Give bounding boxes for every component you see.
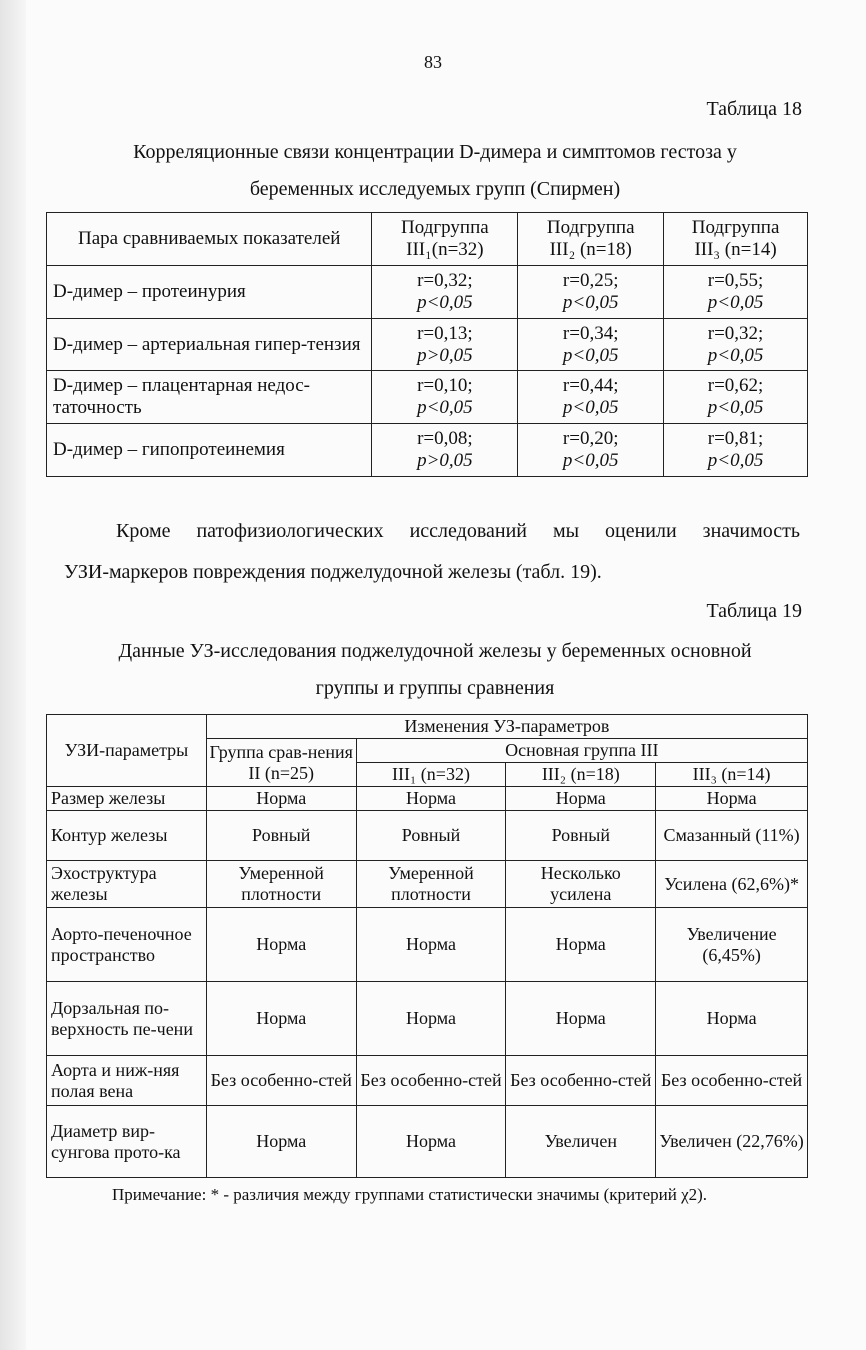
corr-cell: r=0,20; p<0,05	[518, 424, 664, 477]
value-cell: Увеличен (22,76%)	[656, 1106, 808, 1178]
table19-title-line2: группы и группы сравнения	[315, 677, 555, 699]
table-row	[47, 266, 808, 319]
param-name: Эхоструктура железы	[47, 861, 207, 908]
corr-cell: r=0,13; p>0,05	[372, 319, 518, 371]
page-edge-shadow	[0, 0, 26, 1350]
table-row	[47, 811, 808, 861]
corr-cell: r=0,25; p<0,05	[518, 266, 664, 319]
value-cell: Норма	[206, 1106, 356, 1178]
corr-cell: r=0,55; p<0,05	[664, 266, 808, 319]
header-main-group: Основная группа III	[356, 739, 807, 763]
header-subgroup-3: Подгруппа III₃ (n=14)	[664, 213, 808, 266]
header-changes: Изменения УЗ-параметров	[206, 715, 807, 739]
table-row	[47, 371, 808, 424]
table-row	[47, 319, 808, 371]
value-cell: Увеличен	[506, 1106, 656, 1178]
pair-name: D-димер – плацентарная недос-таточность	[47, 371, 372, 424]
value-cell: Норма	[206, 982, 356, 1056]
table18-header-row	[47, 213, 808, 266]
paragraph-line-1: Кроме патофизиологических исследований мы оценили значимость	[116, 520, 800, 542]
header-subgroup-1: Подгруппа III₁(n=32)	[372, 213, 518, 266]
corr-cell: r=0,44; p<0,05	[518, 371, 664, 424]
value-cell: Без особенно-стей	[656, 1056, 808, 1106]
value-cell: Ровный	[506, 811, 656, 861]
table19-note: Примечание: * - различия между группами статистически значимы (критерий χ2).	[112, 1185, 708, 1204]
pair-name: D-димер – протеинурия	[47, 266, 372, 319]
value-cell: Ровный	[206, 811, 356, 861]
pair-name: D-димер – гипопротеинемия	[47, 424, 372, 477]
param-name: Размер железы	[47, 787, 207, 811]
param-name: Аорта и ниж-няя полая вена	[47, 1056, 207, 1106]
header-param: УЗИ-параметры	[47, 715, 207, 787]
value-cell: Умеренной плотности	[356, 861, 506, 908]
value-cell: Умеренной плотности	[206, 861, 356, 908]
value-cell: Норма	[356, 787, 506, 811]
table-row	[47, 424, 808, 477]
value-cell: Норма	[506, 982, 656, 1056]
value-cell: Без особенно-стей	[356, 1056, 506, 1106]
table-19	[46, 714, 808, 1178]
value-cell: Норма	[356, 1106, 506, 1178]
corr-cell: r=0,32; p<0,05	[372, 266, 518, 319]
header-subgroup-1: III₁ (n=32)	[356, 763, 506, 787]
param-name: Контур железы	[47, 811, 207, 861]
corr-cell: r=0,10; p<0,05	[372, 371, 518, 424]
paragraph-line-2: УЗИ-маркеров повреждения поджелудочной железы (табл. 19).	[64, 561, 602, 583]
table19-title-line1: Данные УЗ-исследования поджелудочной железы у беременных основной	[118, 640, 752, 662]
pair-name: D-димер – артериальная гипер-тензия	[47, 319, 372, 371]
corr-cell: r=0,08; p>0,05	[372, 424, 518, 477]
value-cell: Норма	[506, 908, 656, 982]
value-cell: Смазанный (11%)	[656, 811, 808, 861]
table18-title-line1: Корреляционные связи концентрации D-димера и симптомов гестоза у	[133, 141, 737, 163]
value-cell: Норма	[206, 908, 356, 982]
table18-title-line2: беременных исследуемых групп (Спирмен)	[249, 178, 621, 200]
header-subgroup-2: III₂ (n=18)	[506, 763, 656, 787]
table-row	[47, 1106, 808, 1178]
table-row	[47, 861, 808, 908]
value-cell: Несколько усилена	[506, 861, 656, 908]
table19-header-row-1	[47, 715, 808, 739]
value-cell: Норма	[356, 908, 506, 982]
table-row	[47, 1056, 808, 1106]
table18-label: Таблица 18	[706, 98, 802, 120]
corr-cell: r=0,81; p<0,05	[664, 424, 808, 477]
value-cell: Без особенно-стей	[506, 1056, 656, 1106]
value-cell: Ровный	[356, 811, 506, 861]
value-cell: Норма	[506, 787, 656, 811]
corr-cell: r=0,32; p<0,05	[664, 319, 808, 371]
table19-label: Таблица 19	[706, 600, 802, 622]
value-cell: Норма	[206, 787, 356, 811]
table-row	[47, 908, 808, 982]
corr-cell: r=0,34; p<0,05	[518, 319, 664, 371]
table-row	[47, 982, 808, 1056]
corr-cell: r=0,62; p<0,05	[664, 371, 808, 424]
page-number: 83	[424, 52, 442, 72]
table-18	[46, 212, 808, 477]
param-name: Диаметр вир-сунгова прото-ка	[47, 1106, 207, 1178]
value-cell: Норма	[656, 982, 808, 1056]
header-comparison-group: Группа срав-нения II (n=25)	[206, 739, 356, 787]
table-row	[47, 787, 808, 811]
value-cell: Увеличение (6,45%)	[656, 908, 808, 982]
header-pair-label: Пара сравниваемых показателей	[47, 213, 372, 266]
header-subgroup-3: III₃ (n=14)	[656, 763, 808, 787]
param-name: Аорто-печеночное пространство	[47, 908, 207, 982]
header-subgroup-2: Подгруппа III₂ (n=18)	[518, 213, 664, 266]
value-cell: Норма	[356, 982, 506, 1056]
param-name: Дорзальная по-верхность пе-чени	[47, 982, 207, 1056]
value-cell: Без особенно-стей	[206, 1056, 356, 1106]
value-cell: Норма	[656, 787, 808, 811]
value-cell: Усилена (62,6%)*	[656, 861, 808, 908]
